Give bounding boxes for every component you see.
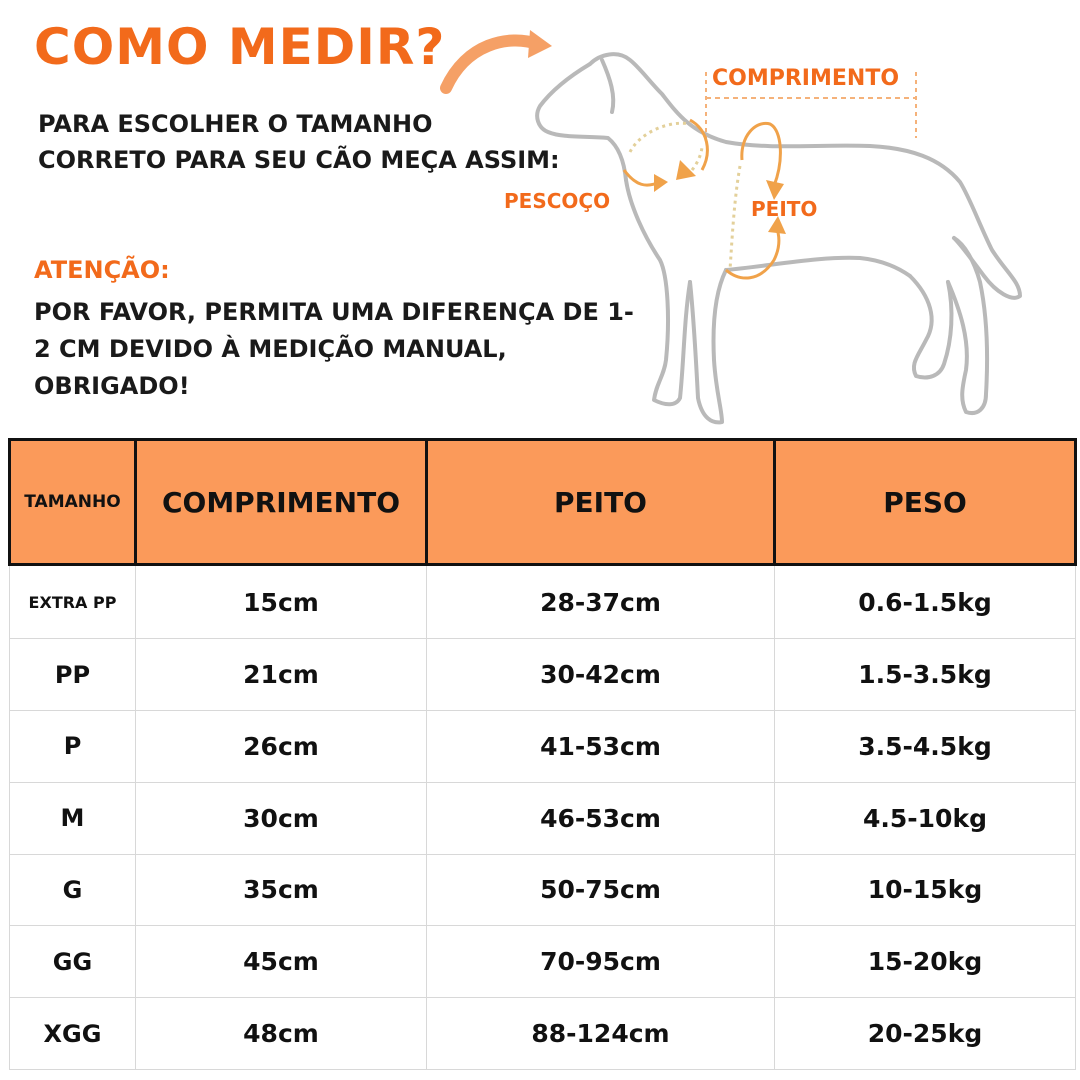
cell-weight: 3.5-4.5kg	[775, 710, 1076, 782]
cell-size: G	[10, 854, 136, 926]
header-chest: PEITO	[427, 440, 775, 565]
table-row	[10, 782, 1076, 854]
table-row	[10, 854, 1076, 926]
cell-size: P	[10, 710, 136, 782]
table-row	[10, 710, 1076, 782]
cell-length: 45cm	[136, 926, 427, 998]
table-header-row	[10, 440, 1076, 565]
cell-weight: 10-15kg	[775, 854, 1076, 926]
cell-chest: 30-42cm	[427, 639, 775, 711]
chest-label: PEITO	[751, 197, 818, 221]
header-size: TAMANHO	[10, 440, 136, 565]
cell-weight: 15-20kg	[775, 926, 1076, 998]
cell-length: 48cm	[136, 998, 427, 1070]
cell-length: 15cm	[136, 565, 427, 639]
table-row	[10, 639, 1076, 711]
cell-weight: 20-25kg	[775, 998, 1076, 1070]
cell-weight: 1.5-3.5kg	[775, 639, 1076, 711]
neck-arrow-icon	[654, 174, 668, 192]
cell-length: 30cm	[136, 782, 427, 854]
cell-chest: 28-37cm	[427, 565, 775, 639]
attention-line: 2 CM DEVIDO À MEDIÇÃO MANUAL,	[34, 335, 507, 363]
neck-label: PESCOÇO	[504, 189, 611, 213]
page-title: COMO MEDIR?	[34, 18, 446, 76]
cell-length: 35cm	[136, 854, 427, 926]
cell-chest: 46-53cm	[427, 782, 775, 854]
cell-chest: 41-53cm	[427, 710, 775, 782]
table-row	[10, 565, 1076, 639]
cell-weight: 4.5-10kg	[775, 782, 1076, 854]
cell-size: XGG	[10, 998, 136, 1070]
header-weight: PESO	[775, 440, 1076, 565]
cell-size: EXTRA PP	[10, 565, 136, 639]
table-row	[10, 926, 1076, 998]
intro-line: PARA ESCOLHER O TAMANHO	[38, 110, 433, 138]
cell-size: GG	[10, 926, 136, 998]
table-row	[10, 998, 1076, 1070]
cell-length: 21cm	[136, 639, 427, 711]
cell-size: M	[10, 782, 136, 854]
cell-length: 26cm	[136, 710, 427, 782]
intro-line: CORRETO PARA SEU CÃO MEÇA ASSIM:	[38, 146, 560, 174]
header-length: COMPRIMENTO	[136, 440, 427, 565]
length-label: COMPRIMENTO	[712, 66, 900, 91]
cell-size: PP	[10, 639, 136, 711]
attention-label: ATENÇÃO:	[34, 256, 170, 284]
cell-chest: 70-95cm	[427, 926, 775, 998]
cell-chest: 88-124cm	[427, 998, 775, 1070]
cell-chest: 50-75cm	[427, 854, 775, 926]
attention-line: OBRIGADO!	[34, 372, 190, 400]
size-table	[8, 438, 1077, 1070]
attention-line: POR FAVOR, PERMITA UMA DIFERENÇA DE 1-	[34, 298, 634, 326]
cell-weight: 0.6-1.5kg	[775, 565, 1076, 639]
